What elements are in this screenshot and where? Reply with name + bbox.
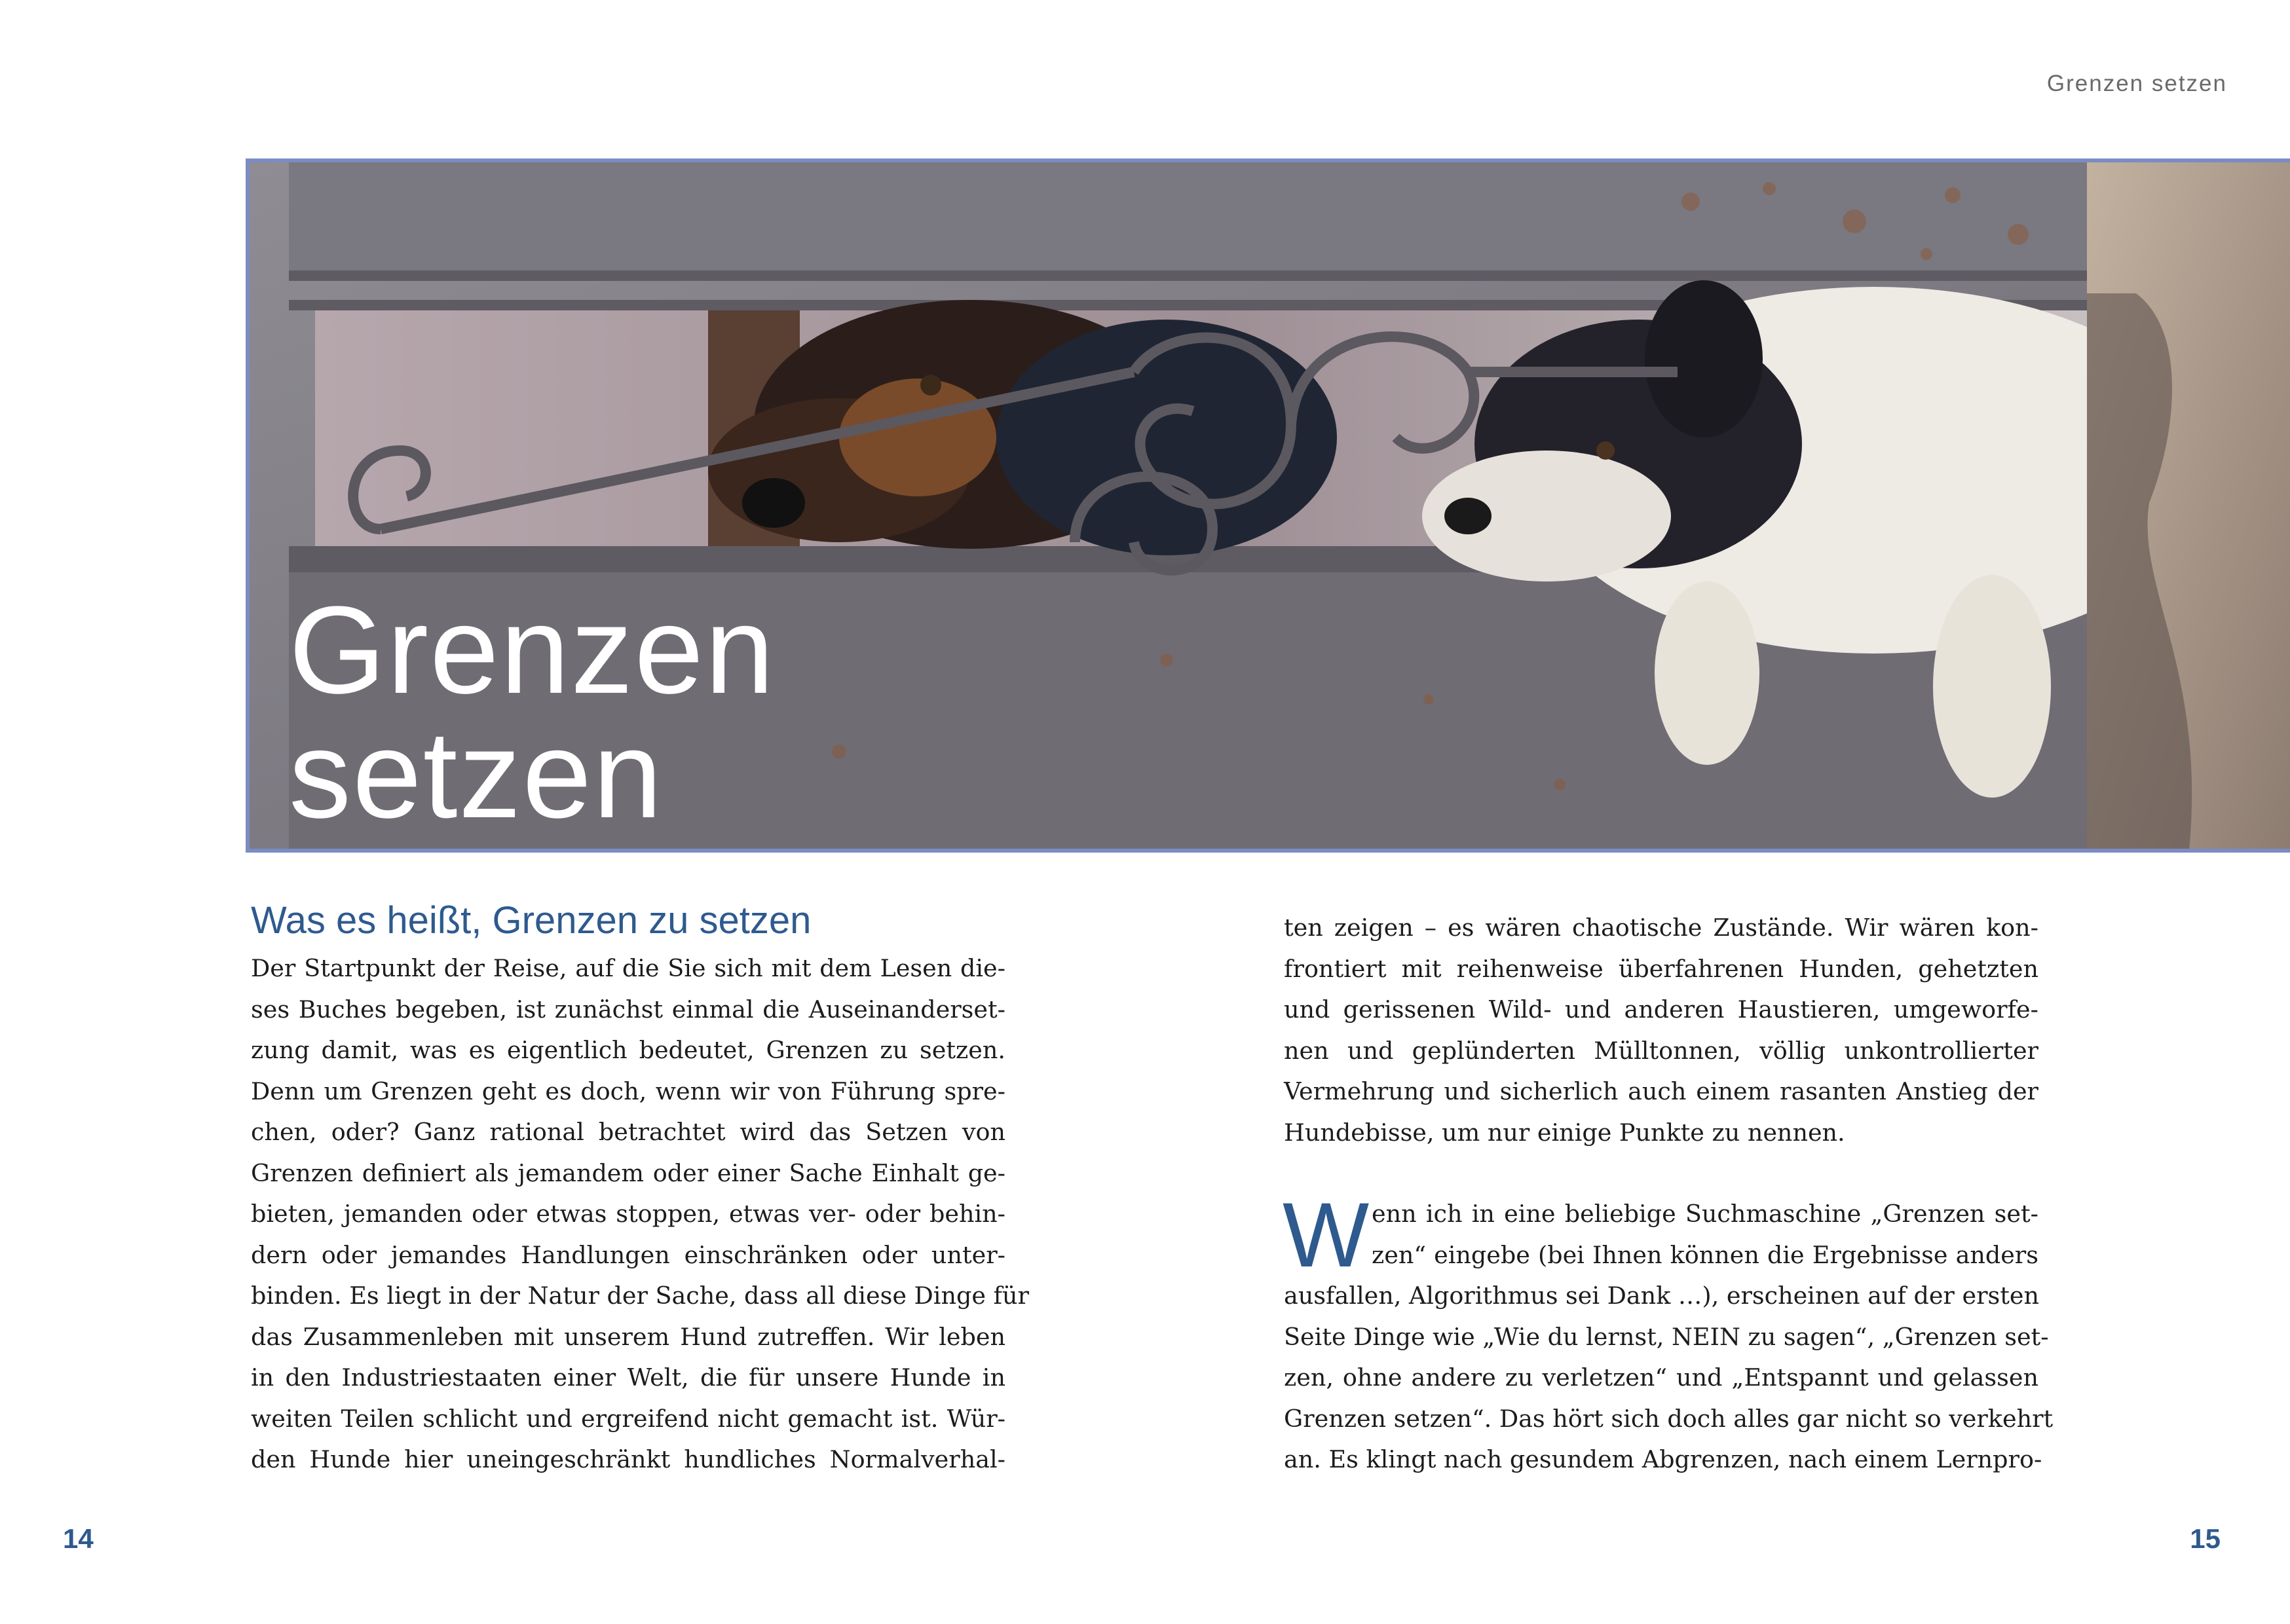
left-line-8: dern oder jemandes Handlungen einschränken oder unter-: [251, 1240, 1005, 1269]
chapter-photo: [246, 158, 2290, 853]
right-a-line-4: nen und geplünderten Mülltonnen, völlig unkontrollierter: [1284, 1036, 2038, 1065]
left-line-10: das Zusammenleben mit unserem Hund zutreffen. Wir leben: [251, 1322, 1005, 1351]
right-column-bottom: [1284, 1194, 2054, 1481]
right-a-line-5: Vermehrung und sicherlich auch einem rasanten Anstieg der: [1284, 1077, 2038, 1105]
right-a-line-1: ten zeigen – es wären chaotische Zustände. Wir wären kon-: [1284, 913, 2038, 942]
left-line-5: chen, oder? Ganz rational betrachtet wird das Setzen von: [251, 1118, 1005, 1146]
running-head: Grenzen setzen: [2046, 71, 2227, 96]
right-b-line-1: enn ich in eine beliebige Suchmaschine „Grenzen set-: [1372, 1200, 2038, 1228]
left-line-12: weiten Teilen schlicht und ergreifend nicht gemacht ist. Wür-: [251, 1404, 1005, 1433]
right-b-line-7: an. Es klingt nach gesundem Abgrenzen, nach einem Lernpro-: [1284, 1445, 2042, 1473]
right-b-line-6: Grenzen setzen“. Das hört sich doch alles gar nicht so verkehrt: [1284, 1404, 2054, 1433]
right-b-line-2: zen“ eingebe (bei Ihnen können die Ergebnisse anders: [1372, 1240, 2038, 1269]
right-a-line-6: Hundebisse, um nur einige Punkte zu nennen.: [1284, 1118, 1845, 1147]
right-a-line-3: und gerissenen Wild- und anderen Haustieren, umgeworfe-: [1284, 995, 2038, 1024]
right-a-line-2: frontiert mit reihenweise überfahrenen Hunden, gehetzten: [1284, 954, 2038, 983]
drop-cap: W: [1283, 1183, 1370, 1286]
right-b-line-5: zen, ohne andere zu verletzen“ und „Entspannt und gelassen: [1284, 1363, 2038, 1392]
left-line-11: in den Industriestaaten einer Welt, die für unsere Hunde in: [251, 1363, 1005, 1392]
right-b-line-3: ausfallen, Algorithmus sei Dank …), erscheinen auf der ersten: [1284, 1282, 2040, 1310]
page-number-right: 15: [2190, 1523, 2221, 1554]
right-b-line-4: Seite Dinge wie „Wie du lernst, NEIN zu sagen“, „Grenzen set-: [1284, 1322, 2049, 1351]
left-line-13: den Hunde hier uneingeschränkt hundliches Normalverhal-: [251, 1445, 1005, 1473]
left-line-1: Der Startpunkt der Reise, auf die Sie sich mit dem Lesen die-: [251, 954, 1005, 982]
left-column: [251, 948, 1029, 1481]
right-column-top: [1284, 908, 2038, 1153]
chapter-title-line2: setzen: [289, 705, 664, 844]
section-heading: Was es heißt, Grenzen zu setzen: [251, 899, 812, 942]
left-line-3: zung damit, was es eigentlich bedeutet, Grenzen zu setzen.: [251, 1036, 1005, 1064]
left-line-2: ses Buches begeben, ist zunächst einmal die Auseinanderset-: [251, 995, 1005, 1024]
left-line-7: bieten, jemanden oder etwas stoppen, etwas ver- oder behin-: [251, 1200, 1005, 1228]
left-line-4: Denn um Grenzen geht es doch, wenn wir von Führung spre-: [251, 1077, 1005, 1105]
chapter-title: [289, 581, 776, 844]
left-line-6: Grenzen definiert als jemandem oder einer Sache Einhalt ge-: [251, 1158, 1005, 1187]
page-number-left: 14: [63, 1523, 94, 1554]
left-line-9: binden. Es liegt in der Natur der Sache, dass all diese Dinge für: [251, 1282, 1029, 1310]
chapter-title-line1: Grenzen: [289, 581, 776, 720]
